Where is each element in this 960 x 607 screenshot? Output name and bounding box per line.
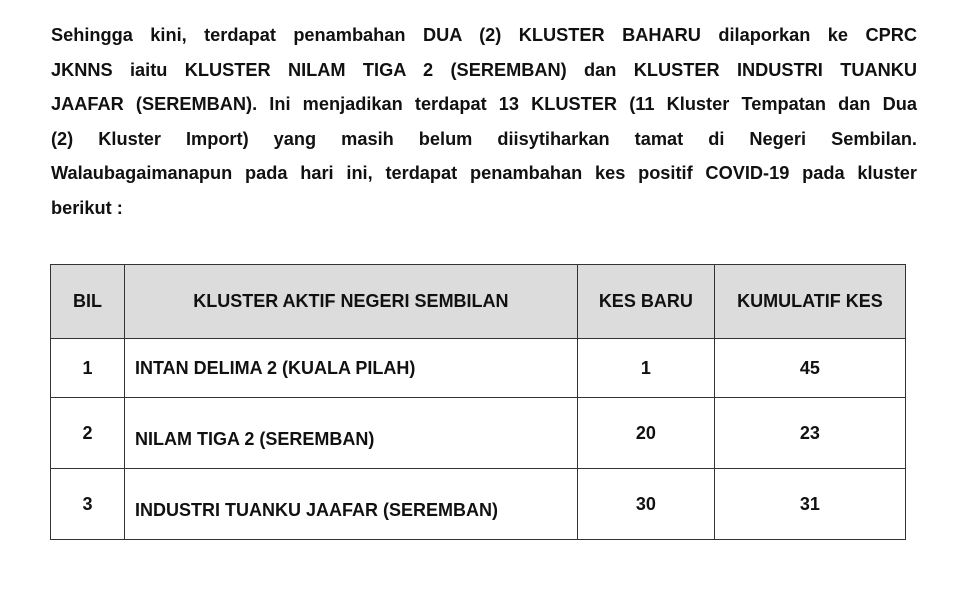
paragraph-line: JAAFAR (SEREMBAN). Ini menjadikan terdapat 13 KLUSTER (11 Kluster Tempatan dan Dua	[51, 94, 917, 115]
cluster-table	[50, 264, 906, 540]
header-bil: BIL	[51, 265, 125, 339]
cell-bil: 1	[51, 339, 125, 398]
paragraph-line: JKNNS iaitu KLUSTER NILAM TIGA 2 (SEREMBAN) dan KLUSTER INDUSTRI TUANKU	[51, 59, 917, 80]
cell-new-cases: 30	[577, 469, 714, 540]
cell-cumulative: 45	[714, 339, 905, 398]
table-row	[51, 469, 906, 540]
paragraph-line: berikut :	[51, 197, 123, 218]
cell-cluster: INDUSTRI TUANKU JAAFAR (SEREMBAN)	[125, 469, 578, 540]
table-row	[51, 398, 906, 469]
cell-new-cases: 1	[577, 339, 714, 398]
table-header-row	[51, 265, 906, 339]
cell-bil: 2	[51, 398, 125, 469]
cell-cumulative: 23	[714, 398, 905, 469]
cell-new-cases: 20	[577, 398, 714, 469]
paragraph-line: Walaubagaimanapun pada hari ini, terdapat penambahan kes positif COVID-19 pada kluster	[51, 163, 917, 184]
table-row	[51, 339, 906, 398]
paragraph-line: Sehingga kini, terdapat penambahan DUA (2) KLUSTER BAHARU dilaporkan ke CPRC	[51, 25, 917, 45]
cell-bil: 3	[51, 469, 125, 540]
header-new-cases: KES BARU	[577, 265, 714, 339]
cell-cumulative: 31	[714, 469, 905, 540]
paragraph-line: (2) Kluster Import) yang masih belum diisytiharkan tamat di Negeri Sembilan.	[51, 128, 917, 149]
header-cluster: KLUSTER AKTIF NEGERI SEMBILAN	[125, 265, 578, 339]
header-cumulative: KUMULATIF KES	[714, 265, 905, 339]
intro-paragraph	[51, 18, 917, 226]
cell-cluster: NILAM TIGA 2 (SEREMBAN)	[125, 398, 578, 469]
cell-cluster: INTAN DELIMA 2 (KUALA PILAH)	[125, 339, 578, 398]
